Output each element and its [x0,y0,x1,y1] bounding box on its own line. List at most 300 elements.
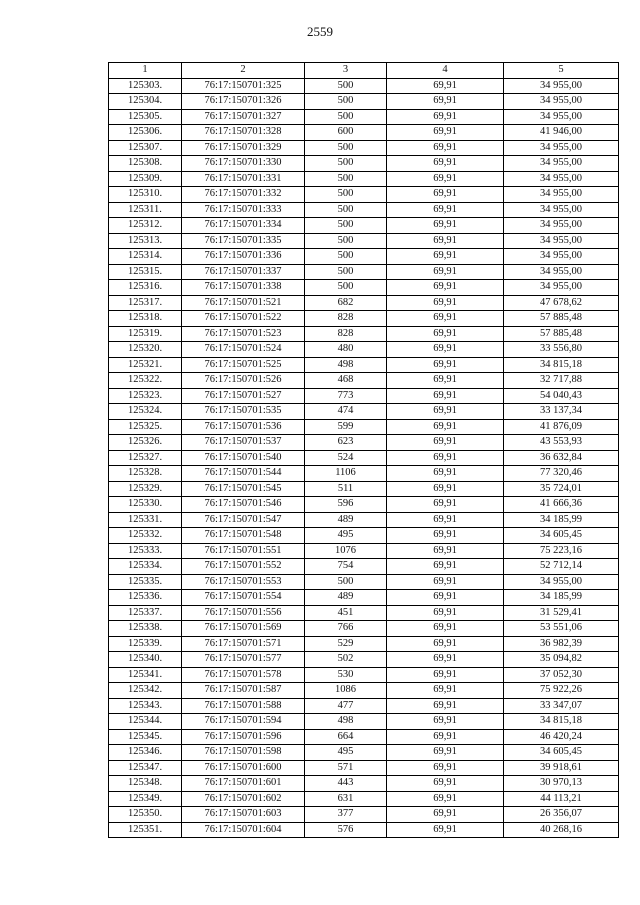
cell-amount: 41 876,09 [504,419,619,435]
table-row [109,373,619,389]
cell-rate: 69,91 [387,388,504,404]
cell-row-number: 125325. [109,419,182,435]
cell-cadastral-number: 76:17:150701:551 [182,543,305,559]
cell-rate: 69,91 [387,574,504,590]
data-table [108,62,619,838]
table-row [109,295,619,311]
header-col-5: 5 [504,63,619,79]
cell-cadastral-number: 76:17:150701:524 [182,342,305,358]
cell-amount: 34 605,45 [504,528,619,544]
cell-amount: 34 955,00 [504,218,619,234]
cell-rate: 69,91 [387,187,504,203]
table-row [109,435,619,451]
cell-cadastral-number: 76:17:150701:523 [182,326,305,342]
cell-area: 599 [305,419,387,435]
cell-row-number: 125340. [109,652,182,668]
cell-area: 828 [305,326,387,342]
page-number: 2559 [307,24,333,39]
cell-rate: 69,91 [387,78,504,94]
cell-amount: 43 553,93 [504,435,619,451]
cell-amount: 37 052,30 [504,667,619,683]
cell-cadastral-number: 76:17:150701:598 [182,745,305,761]
cell-row-number: 125320. [109,342,182,358]
cell-area: 500 [305,249,387,265]
cell-rate: 69,91 [387,512,504,528]
cell-amount: 34 955,00 [504,264,619,280]
cell-area: 530 [305,667,387,683]
cell-area: 500 [305,187,387,203]
table-row [109,357,619,373]
cell-rate: 69,91 [387,156,504,172]
cell-area: 500 [305,171,387,187]
cell-amount: 34 955,00 [504,249,619,265]
table-row [109,187,619,203]
table-row [109,574,619,590]
cell-rate: 69,91 [387,202,504,218]
table-row [109,559,619,575]
cell-amount: 53 551,06 [504,621,619,637]
cell-cadastral-number: 76:17:150701:334 [182,218,305,234]
cell-row-number: 125338. [109,621,182,637]
cell-area: 529 [305,636,387,652]
cell-row-number: 125331. [109,512,182,528]
cell-rate: 69,91 [387,280,504,296]
cell-amount: 34 605,45 [504,745,619,761]
cell-amount: 34 955,00 [504,280,619,296]
table-row [109,729,619,745]
header-col-4: 4 [387,63,504,79]
cell-rate: 69,91 [387,295,504,311]
table-row [109,822,619,838]
cell-row-number: 125304. [109,94,182,110]
cell-cadastral-number: 76:17:150701:333 [182,202,305,218]
cell-cadastral-number: 76:17:150701:325 [182,78,305,94]
cell-amount: 34 815,18 [504,357,619,373]
table-row [109,714,619,730]
cell-area: 502 [305,652,387,668]
cell-row-number: 125315. [109,264,182,280]
cell-amount: 34 955,00 [504,187,619,203]
cell-area: 500 [305,78,387,94]
cell-cadastral-number: 76:17:150701:335 [182,233,305,249]
cell-area: 631 [305,791,387,807]
cell-rate: 69,91 [387,140,504,156]
table-row [109,760,619,776]
cell-rate: 69,91 [387,683,504,699]
cell-row-number: 125318. [109,311,182,327]
cell-cadastral-number: 76:17:150701:337 [182,264,305,280]
table-row [109,590,619,606]
cell-rate: 69,91 [387,450,504,466]
cell-row-number: 125313. [109,233,182,249]
cell-amount: 57 885,48 [504,326,619,342]
cell-area: 500 [305,233,387,249]
cell-amount: 36 982,39 [504,636,619,652]
table-row [109,342,619,358]
cell-row-number: 125351. [109,822,182,838]
table-header [109,63,619,79]
cell-amount: 39 918,61 [504,760,619,776]
cell-rate: 69,91 [387,652,504,668]
cell-cadastral-number: 76:17:150701:338 [182,280,305,296]
cell-area: 828 [305,311,387,327]
cell-rate: 69,91 [387,109,504,125]
cell-cadastral-number: 76:17:150701:546 [182,497,305,513]
cell-row-number: 125341. [109,667,182,683]
cell-rate: 69,91 [387,528,504,544]
cell-rate: 69,91 [387,760,504,776]
cell-area: 623 [305,435,387,451]
table-row [109,233,619,249]
cell-cadastral-number: 76:17:150701:554 [182,590,305,606]
cell-row-number: 125342. [109,683,182,699]
table-row [109,202,619,218]
cell-cadastral-number: 76:17:150701:336 [182,249,305,265]
cell-amount: 32 717,88 [504,373,619,389]
cell-rate: 69,91 [387,171,504,187]
cell-row-number: 125311. [109,202,182,218]
cell-row-number: 125305. [109,109,182,125]
cell-cadastral-number: 76:17:150701:602 [182,791,305,807]
cell-area: 451 [305,605,387,621]
cell-row-number: 125324. [109,404,182,420]
cell-cadastral-number: 76:17:150701:326 [182,94,305,110]
cell-rate: 69,91 [387,419,504,435]
cell-rate: 69,91 [387,636,504,652]
table-row [109,636,619,652]
cell-row-number: 125312. [109,218,182,234]
cell-row-number: 125346. [109,745,182,761]
cell-row-number: 125345. [109,729,182,745]
cell-row-number: 125336. [109,590,182,606]
table-row [109,481,619,497]
header-col-2: 2 [182,63,305,79]
table-row [109,388,619,404]
cell-row-number: 125308. [109,156,182,172]
cell-amount: 41 666,36 [504,497,619,513]
cell-area: 498 [305,357,387,373]
cell-amount: 34 955,00 [504,171,619,187]
table-row [109,140,619,156]
cell-row-number: 125314. [109,249,182,265]
cell-area: 443 [305,776,387,792]
cell-row-number: 125323. [109,388,182,404]
cell-area: 500 [305,140,387,156]
cell-amount: 36 632,84 [504,450,619,466]
table-row [109,450,619,466]
cell-row-number: 125316. [109,280,182,296]
cell-row-number: 125347. [109,760,182,776]
cell-row-number: 125349. [109,791,182,807]
table-body [109,78,619,838]
cell-rate: 69,91 [387,543,504,559]
table-row [109,78,619,94]
table-row [109,466,619,482]
cell-rate: 69,91 [387,373,504,389]
cell-cadastral-number: 76:17:150701:556 [182,605,305,621]
cell-rate: 69,91 [387,311,504,327]
table-row [109,249,619,265]
cell-row-number: 125327. [109,450,182,466]
cell-cadastral-number: 76:17:150701:587 [182,683,305,699]
cell-area: 500 [305,264,387,280]
cell-amount: 34 955,00 [504,140,619,156]
cell-row-number: 125334. [109,559,182,575]
cell-amount: 46 420,24 [504,729,619,745]
cell-rate: 69,91 [387,233,504,249]
cell-cadastral-number: 76:17:150701:569 [182,621,305,637]
table-row [109,125,619,141]
cell-cadastral-number: 76:17:150701:527 [182,388,305,404]
table-row [109,497,619,513]
cell-area: 495 [305,745,387,761]
cell-area: 498 [305,714,387,730]
cell-area: 500 [305,574,387,590]
table-row [109,512,619,528]
cell-row-number: 125343. [109,698,182,714]
cell-amount: 40 268,16 [504,822,619,838]
cell-amount: 34 185,99 [504,590,619,606]
cell-area: 1086 [305,683,387,699]
cell-amount: 47 678,62 [504,295,619,311]
cell-amount: 33 347,07 [504,698,619,714]
cell-area: 576 [305,822,387,838]
table-row [109,311,619,327]
cell-cadastral-number: 76:17:150701:332 [182,187,305,203]
cell-amount: 77 320,46 [504,466,619,482]
cell-rate: 69,91 [387,590,504,606]
table-row [109,698,619,714]
cell-area: 500 [305,218,387,234]
cell-rate: 69,91 [387,264,504,280]
cell-rate: 69,91 [387,481,504,497]
cell-rate: 69,91 [387,125,504,141]
cell-cadastral-number: 76:17:150701:537 [182,435,305,451]
cell-rate: 69,91 [387,776,504,792]
cell-amount: 26 356,07 [504,807,619,823]
cell-amount: 34 815,18 [504,714,619,730]
cell-rate: 69,91 [387,745,504,761]
cell-rate: 69,91 [387,497,504,513]
table-row [109,776,619,792]
cell-rate: 69,91 [387,559,504,575]
cell-cadastral-number: 76:17:150701:603 [182,807,305,823]
table-row [109,218,619,234]
cell-rate: 69,91 [387,357,504,373]
table-row [109,683,619,699]
cell-cadastral-number: 76:17:150701:553 [182,574,305,590]
cell-area: 489 [305,512,387,528]
table-row [109,419,619,435]
cell-cadastral-number: 76:17:150701:596 [182,729,305,745]
cell-area: 495 [305,528,387,544]
cell-amount: 33 137,34 [504,404,619,420]
cell-cadastral-number: 76:17:150701:577 [182,652,305,668]
cell-rate: 69,91 [387,791,504,807]
cell-cadastral-number: 76:17:150701:327 [182,109,305,125]
cell-row-number: 125335. [109,574,182,590]
cell-row-number: 125348. [109,776,182,792]
cell-cadastral-number: 76:17:150701:526 [182,373,305,389]
table-row [109,745,619,761]
cell-row-number: 125339. [109,636,182,652]
cell-amount: 41 946,00 [504,125,619,141]
cell-cadastral-number: 76:17:150701:571 [182,636,305,652]
cell-area: 682 [305,295,387,311]
cell-area: 480 [305,342,387,358]
cell-cadastral-number: 76:17:150701:331 [182,171,305,187]
cell-area: 773 [305,388,387,404]
cell-cadastral-number: 76:17:150701:536 [182,419,305,435]
cell-row-number: 125303. [109,78,182,94]
cell-cadastral-number: 76:17:150701:588 [182,698,305,714]
table-row [109,171,619,187]
cell-cadastral-number: 76:17:150701:525 [182,357,305,373]
table-row [109,280,619,296]
cell-row-number: 125333. [109,543,182,559]
cell-area: 766 [305,621,387,637]
table-row [109,667,619,683]
cell-amount: 34 185,99 [504,512,619,528]
header-row [109,63,619,79]
cell-amount: 35 724,01 [504,481,619,497]
cell-rate: 69,91 [387,621,504,637]
cell-amount: 35 094,82 [504,652,619,668]
cell-cadastral-number: 76:17:150701:600 [182,760,305,776]
cell-rate: 69,91 [387,249,504,265]
cell-cadastral-number: 76:17:150701:547 [182,512,305,528]
cell-amount: 52 712,14 [504,559,619,575]
cell-amount: 31 529,41 [504,605,619,621]
cell-amount: 34 955,00 [504,94,619,110]
cell-amount: 30 970,13 [504,776,619,792]
cell-row-number: 125322. [109,373,182,389]
cell-rate: 69,91 [387,94,504,110]
cell-row-number: 125317. [109,295,182,311]
cell-row-number: 125310. [109,187,182,203]
cell-rate: 69,91 [387,326,504,342]
cell-row-number: 125306. [109,125,182,141]
table-row [109,807,619,823]
cell-area: 596 [305,497,387,513]
cell-cadastral-number: 76:17:150701:522 [182,311,305,327]
cell-cadastral-number: 76:17:150701:329 [182,140,305,156]
cell-area: 377 [305,807,387,823]
cell-amount: 34 955,00 [504,202,619,218]
table-row [109,652,619,668]
cell-row-number: 125307. [109,140,182,156]
cell-area: 500 [305,280,387,296]
cell-area: 500 [305,94,387,110]
cell-rate: 69,91 [387,404,504,420]
table-row [109,404,619,420]
cell-row-number: 125309. [109,171,182,187]
cell-cadastral-number: 76:17:150701:578 [182,667,305,683]
cell-cadastral-number: 76:17:150701:540 [182,450,305,466]
cell-rate: 69,91 [387,466,504,482]
cell-cadastral-number: 76:17:150701:535 [182,404,305,420]
cell-cadastral-number: 76:17:150701:330 [182,156,305,172]
cell-rate: 69,91 [387,435,504,451]
cell-rate: 69,91 [387,667,504,683]
cell-amount: 34 955,00 [504,233,619,249]
cell-amount: 44 113,21 [504,791,619,807]
cell-area: 524 [305,450,387,466]
cell-cadastral-number: 76:17:150701:521 [182,295,305,311]
cell-area: 571 [305,760,387,776]
cell-area: 1076 [305,543,387,559]
table-row [109,109,619,125]
cell-cadastral-number: 76:17:150701:552 [182,559,305,575]
cell-cadastral-number: 76:17:150701:604 [182,822,305,838]
cell-area: 468 [305,373,387,389]
cell-cadastral-number: 76:17:150701:594 [182,714,305,730]
cell-amount: 34 955,00 [504,574,619,590]
cell-row-number: 125337. [109,605,182,621]
cell-amount: 75 922,26 [504,683,619,699]
table-row [109,621,619,637]
cell-area: 754 [305,559,387,575]
cell-cadastral-number: 76:17:150701:544 [182,466,305,482]
cell-row-number: 125350. [109,807,182,823]
cell-rate: 69,91 [387,807,504,823]
header-col-3: 3 [305,63,387,79]
table-row [109,791,619,807]
cell-rate: 69,91 [387,698,504,714]
cell-row-number: 125330. [109,497,182,513]
table-row [109,156,619,172]
cell-cadastral-number: 76:17:150701:548 [182,528,305,544]
cell-cadastral-number: 76:17:150701:545 [182,481,305,497]
cell-row-number: 125332. [109,528,182,544]
cell-amount: 34 955,00 [504,78,619,94]
header-col-1: 1 [109,63,182,79]
cell-rate: 69,91 [387,342,504,358]
cell-area: 474 [305,404,387,420]
cell-cadastral-number: 76:17:150701:601 [182,776,305,792]
cell-area: 500 [305,202,387,218]
table-row [109,605,619,621]
cell-rate: 69,91 [387,714,504,730]
cell-area: 500 [305,156,387,172]
cell-amount: 54 040,43 [504,388,619,404]
cell-rate: 69,91 [387,729,504,745]
cell-amount: 33 556,80 [504,342,619,358]
table-row [109,264,619,280]
cell-rate: 69,91 [387,605,504,621]
cell-amount: 75 223,16 [504,543,619,559]
cell-amount: 34 955,00 [504,156,619,172]
cell-area: 1106 [305,466,387,482]
cell-row-number: 125328. [109,466,182,482]
cell-row-number: 125329. [109,481,182,497]
cell-rate: 69,91 [387,218,504,234]
cell-row-number: 125321. [109,357,182,373]
cell-row-number: 125326. [109,435,182,451]
cell-row-number: 125319. [109,326,182,342]
cell-area: 500 [305,109,387,125]
table-row [109,528,619,544]
cell-row-number: 125344. [109,714,182,730]
cell-area: 511 [305,481,387,497]
table-row [109,94,619,110]
table-row [109,543,619,559]
cell-rate: 69,91 [387,822,504,838]
cell-area: 664 [305,729,387,745]
cell-area: 489 [305,590,387,606]
cell-amount: 34 955,00 [504,109,619,125]
cell-area: 477 [305,698,387,714]
